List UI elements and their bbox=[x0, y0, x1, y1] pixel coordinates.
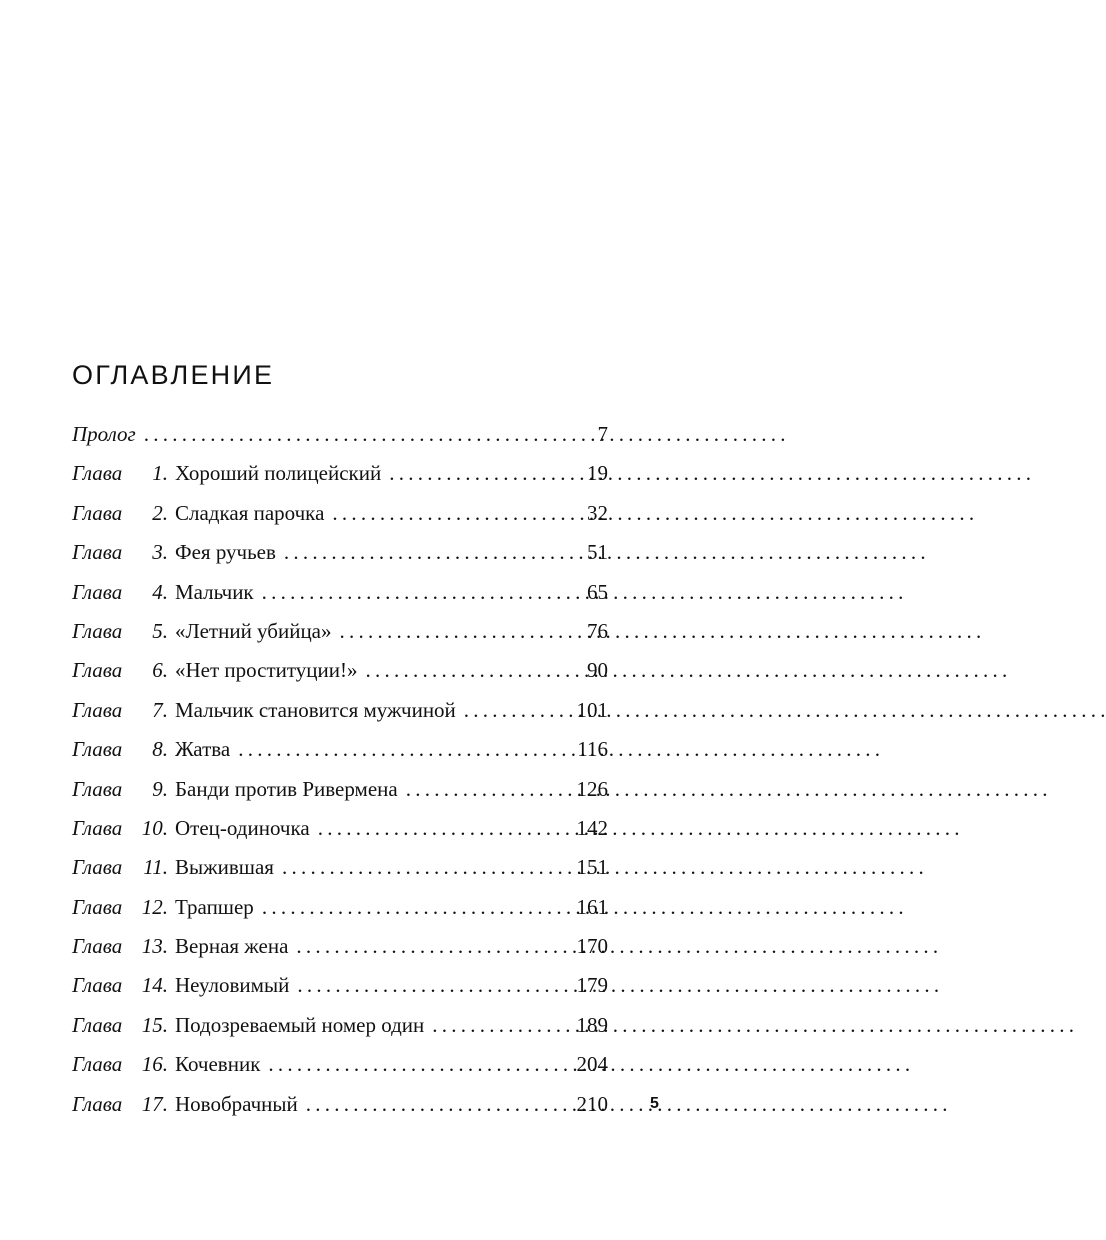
chapter-prefix bbox=[72, 576, 168, 608]
chapter-prefix bbox=[72, 851, 168, 883]
chapter-prefix bbox=[72, 536, 168, 568]
chapter-title: Неуловимый bbox=[175, 973, 290, 998]
chapter-word: Глава bbox=[72, 737, 123, 762]
dot-leader bbox=[254, 891, 570, 923]
page-number: 189 bbox=[576, 1012, 608, 1037]
chapter-word: Глава bbox=[72, 894, 123, 919]
chapter-prefix bbox=[72, 615, 168, 647]
page-number: 19 bbox=[587, 461, 608, 486]
chapter-prefix bbox=[72, 812, 168, 844]
chapter-number: 16. bbox=[141, 1052, 168, 1077]
chapter-number: 11. bbox=[143, 855, 168, 880]
chapter-word: Глава bbox=[72, 973, 123, 998]
table-of-contents-list bbox=[72, 418, 608, 1127]
chapter-prefix bbox=[72, 497, 168, 529]
chapter-word: Глава bbox=[72, 1012, 123, 1037]
chapter-prefix bbox=[72, 1088, 168, 1120]
chapter-word: Глава bbox=[72, 697, 123, 722]
page-number: 51 bbox=[587, 540, 608, 565]
page-number: 101 bbox=[576, 697, 608, 722]
chapter-prefix bbox=[72, 694, 168, 726]
chapter-word: Глава bbox=[72, 855, 123, 880]
chapter-title: Новобрачный bbox=[175, 1091, 298, 1116]
chapter-number: 1. bbox=[152, 461, 168, 486]
chapter-word: Глава bbox=[72, 815, 123, 840]
page-number: 151 bbox=[576, 855, 608, 880]
dot-leader bbox=[276, 536, 570, 568]
chapter-prefix bbox=[72, 654, 168, 686]
chapter-word: Глава bbox=[72, 579, 123, 604]
toc-entry-chapter-16 bbox=[72, 1048, 608, 1087]
chapter-prefix bbox=[72, 1009, 168, 1041]
chapter-number: 15. bbox=[141, 1012, 168, 1037]
toc-entry-chapter-17 bbox=[72, 1088, 608, 1127]
chapter-title: Подозреваемый номер один bbox=[175, 1012, 425, 1037]
chapter-title: Верная жена bbox=[175, 934, 289, 959]
chapter-number: 13. bbox=[141, 934, 168, 959]
chapter-title: Мальчик bbox=[175, 579, 254, 604]
chapter-prefix bbox=[72, 1048, 168, 1080]
chapter-number: 3. bbox=[152, 540, 168, 565]
prologue-label: Пролог bbox=[72, 422, 136, 446]
chapter-number: 7. bbox=[152, 697, 168, 722]
chapter-prefix bbox=[72, 733, 168, 765]
page-number: 210 bbox=[576, 1091, 608, 1116]
chapter-number: 10. bbox=[141, 815, 168, 840]
chapter-word: Глава bbox=[72, 461, 123, 486]
page-folio: 5 bbox=[650, 1095, 659, 1112]
toc-entry-chapter-11 bbox=[72, 851, 608, 890]
chapter-number: 6. bbox=[152, 658, 168, 683]
dot-leader bbox=[398, 773, 570, 805]
chapter-prefix bbox=[72, 969, 168, 1001]
chapter-number: 14. bbox=[141, 973, 168, 998]
toc-entry-chapter-9 bbox=[72, 773, 608, 812]
page-number: 142 bbox=[576, 815, 608, 840]
chapter-word: Глава bbox=[72, 934, 123, 959]
chapter-word: Глава bbox=[72, 658, 123, 683]
toc-entry-chapter-1 bbox=[72, 457, 608, 496]
dot-leader bbox=[136, 418, 570, 450]
chapter-prefix bbox=[72, 891, 168, 923]
chapter-title: Хороший полицейский bbox=[175, 461, 382, 486]
dot-leader bbox=[324, 497, 570, 529]
chapter-title: Кочевник bbox=[175, 1052, 261, 1077]
chapter-number: 17. bbox=[141, 1091, 168, 1116]
dot-leader bbox=[289, 969, 570, 1001]
chapter-prefix bbox=[72, 930, 168, 962]
page-number: 116 bbox=[577, 737, 608, 762]
page-number: 76 bbox=[587, 618, 608, 643]
chapter-number: 4. bbox=[152, 579, 168, 604]
table-of-contents-title: ОГЛАВЛЕНИЕ bbox=[72, 360, 275, 390]
chapter-prefix bbox=[72, 457, 168, 489]
chapter-title: Жатва bbox=[175, 737, 231, 762]
toc-entry-chapter-15 bbox=[72, 1009, 608, 1048]
chapter-title: Фея ручьев bbox=[175, 540, 276, 565]
chapter-word: Глава bbox=[72, 1052, 123, 1077]
toc-entry-chapter-6 bbox=[72, 654, 608, 693]
toc-entry-chapter-2 bbox=[72, 497, 608, 536]
chapter-number: 9. bbox=[152, 776, 168, 801]
toc-entry-chapter-4 bbox=[72, 576, 608, 615]
toc-entry-chapter-5 bbox=[72, 615, 608, 654]
chapter-prefix bbox=[72, 773, 168, 805]
chapter-title: Мальчик становится мужчиной bbox=[175, 697, 456, 722]
toc-entry-chapter-14 bbox=[72, 969, 608, 1008]
toc-entry-chapter-7 bbox=[72, 694, 608, 733]
page-number: 65 bbox=[587, 579, 608, 604]
chapter-number: 8. bbox=[152, 737, 168, 762]
chapter-title: «Летний убийца» bbox=[175, 618, 332, 643]
dot-leader bbox=[230, 733, 570, 765]
toc-entry-chapter-13 bbox=[72, 930, 608, 969]
chapter-word: Глава bbox=[72, 618, 123, 643]
chapter-word: Глава bbox=[72, 540, 123, 565]
dot-leader bbox=[310, 812, 570, 844]
page-number: 90 bbox=[587, 658, 608, 683]
dot-leader bbox=[260, 1048, 570, 1080]
chapter-title: «Нет проституции!» bbox=[175, 658, 358, 683]
toc-entry-chapter-3 bbox=[72, 536, 608, 575]
dot-leader bbox=[332, 615, 570, 647]
page-number: 161 bbox=[576, 894, 608, 919]
dot-leader bbox=[456, 694, 570, 726]
chapter-title: Отец-одиночка bbox=[175, 815, 310, 840]
chapter-word: Глава bbox=[72, 776, 123, 801]
dot-leader bbox=[424, 1009, 570, 1041]
chapter-title: Банди против Ривермена bbox=[175, 776, 398, 801]
dot-leader bbox=[274, 851, 570, 883]
chapter-title: Трапшер bbox=[175, 894, 254, 919]
page-number: 170 bbox=[576, 934, 608, 959]
dot-leader bbox=[254, 576, 570, 608]
chapter-title: Сладкая парочка bbox=[175, 500, 325, 525]
page-number: 7 bbox=[597, 422, 608, 446]
chapter-number: 2. bbox=[152, 500, 168, 525]
dot-leader bbox=[288, 930, 570, 962]
chapter-word: Глава bbox=[72, 1091, 123, 1116]
page-number: 32 bbox=[587, 500, 608, 525]
toc-entry-chapter-8 bbox=[72, 733, 608, 772]
toc-entry-chapter-10 bbox=[72, 812, 608, 851]
dot-leader bbox=[381, 457, 570, 489]
page-number: 204 bbox=[576, 1052, 608, 1077]
toc-entry-chapter-12 bbox=[72, 891, 608, 930]
chapter-number: 12. bbox=[141, 894, 168, 919]
chapter-number: 5. bbox=[152, 618, 168, 643]
toc-entry-prologue bbox=[72, 418, 608, 457]
chapter-title: Выжившая bbox=[175, 855, 274, 880]
dot-leader bbox=[298, 1088, 570, 1120]
chapter-word: Глава bbox=[72, 500, 123, 525]
dot-leader bbox=[358, 654, 570, 686]
page-number: 179 bbox=[576, 973, 608, 998]
page-number: 126 bbox=[576, 776, 608, 801]
